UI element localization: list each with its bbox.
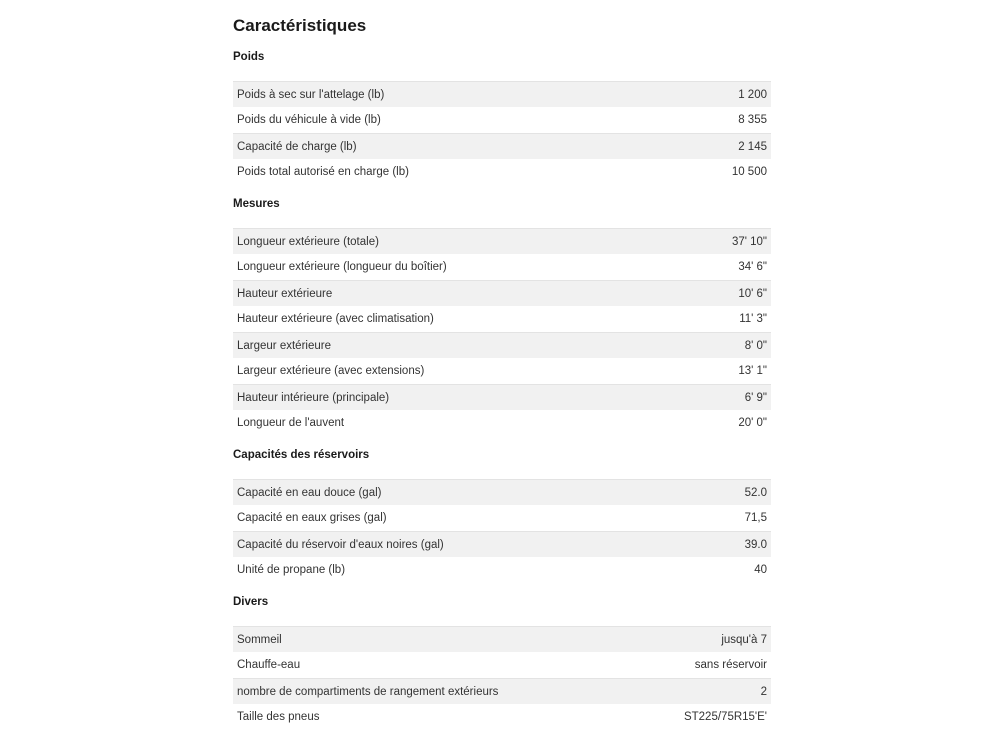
- section-tank-capacities: [233, 447, 771, 583]
- row-value: 2: [760, 685, 767, 698]
- section-title-measurements: Mesures: [233, 198, 280, 210]
- row-label: Capacité du réservoir d'eaux noires (gal): [237, 538, 444, 551]
- row-value: jusqu'à 7: [721, 633, 767, 646]
- table-row: [233, 557, 771, 583]
- row-label: Hauteur extérieure: [237, 287, 333, 300]
- row-label: Unité de propane (lb): [237, 564, 346, 576]
- measurements-table: [233, 228, 771, 436]
- row-value: sans réservoir: [694, 659, 767, 671]
- row-label: Poids du véhicule à vide (lb): [237, 114, 381, 126]
- row-value: 10' 6": [738, 287, 767, 300]
- row-label: Capacité en eau douce (gal): [237, 486, 382, 499]
- row-label: Hauteur intérieure (principale): [237, 391, 390, 404]
- row-label: nombre de compartiments de rangement extérieurs: [237, 685, 499, 698]
- row-value: 13' 1": [738, 365, 767, 377]
- row-value: 10 500: [731, 166, 767, 178]
- table-row: [233, 358, 771, 384]
- row-value: 6' 9": [744, 391, 767, 404]
- row-label: Largeur extérieure: [237, 339, 331, 352]
- row-label: Sommeil: [237, 633, 282, 646]
- row-value: 40: [754, 564, 767, 576]
- table-row: [233, 228, 771, 254]
- table-row: [233, 626, 771, 652]
- section-title-miscellaneous: Divers: [233, 596, 269, 608]
- row-label: Poids à sec sur l'attelage (lb): [237, 88, 385, 101]
- row-label: Longueur de l'auvent: [237, 417, 345, 429]
- table-row: [233, 505, 771, 531]
- row-value: ST225/75R15'E': [683, 711, 767, 723]
- table-row: [233, 704, 771, 730]
- row-label: Longueur extérieure (totale): [237, 235, 379, 248]
- page-title: Caractéristiques: [233, 16, 367, 35]
- table-row: [233, 384, 771, 410]
- table-row: [233, 479, 771, 505]
- row-label: Poids total autorisé en charge (lb): [237, 166, 409, 178]
- table-row: [233, 306, 771, 332]
- specifications-panel: [233, 0, 771, 730]
- row-value: 1 200: [738, 88, 767, 101]
- row-value: 8' 0": [744, 339, 767, 352]
- table-row: [233, 254, 771, 280]
- row-label: Longueur extérieure (longueur du boîtier): [237, 261, 447, 273]
- weight-table: [233, 81, 771, 185]
- section-title-weight: Poids: [233, 51, 265, 63]
- row-label: Capacité de charge (lb): [237, 140, 357, 153]
- table-row: [233, 81, 771, 107]
- table-row: [233, 410, 771, 436]
- section-title-tank-capacities: Capacités des réservoirs: [233, 449, 370, 461]
- table-row: [233, 531, 771, 557]
- row-value: 34' 6": [738, 261, 767, 273]
- table-row: [233, 107, 771, 133]
- row-label: Taille des pneus: [237, 711, 320, 723]
- row-value: 20' 0": [738, 417, 767, 429]
- table-row: [233, 332, 771, 358]
- table-row: [233, 678, 771, 704]
- row-label: Capacité en eaux grises (gal): [237, 512, 387, 524]
- row-label: Largeur extérieure (avec extensions): [237, 365, 425, 377]
- table-row: [233, 652, 771, 678]
- section-miscellaneous: [233, 594, 771, 730]
- table-row: [233, 280, 771, 306]
- section-measurements: [233, 196, 771, 436]
- row-value: 52.0: [744, 486, 767, 499]
- row-value: 39.0: [744, 538, 767, 551]
- row-value: 71,5: [744, 512, 767, 524]
- row-label: Hauteur extérieure (avec climatisation): [237, 313, 434, 325]
- row-value: 11' 3": [739, 313, 767, 325]
- row-value: 8 355: [738, 114, 767, 126]
- row-value: 2 145: [738, 140, 767, 153]
- tank-capacities-table: [233, 479, 771, 583]
- row-label: Chauffe-eau: [237, 659, 301, 671]
- row-value: 37' 10": [731, 235, 767, 248]
- miscellaneous-table: [233, 626, 771, 730]
- section-weight: [233, 49, 771, 185]
- table-row: [233, 133, 771, 159]
- table-row: [233, 159, 771, 185]
